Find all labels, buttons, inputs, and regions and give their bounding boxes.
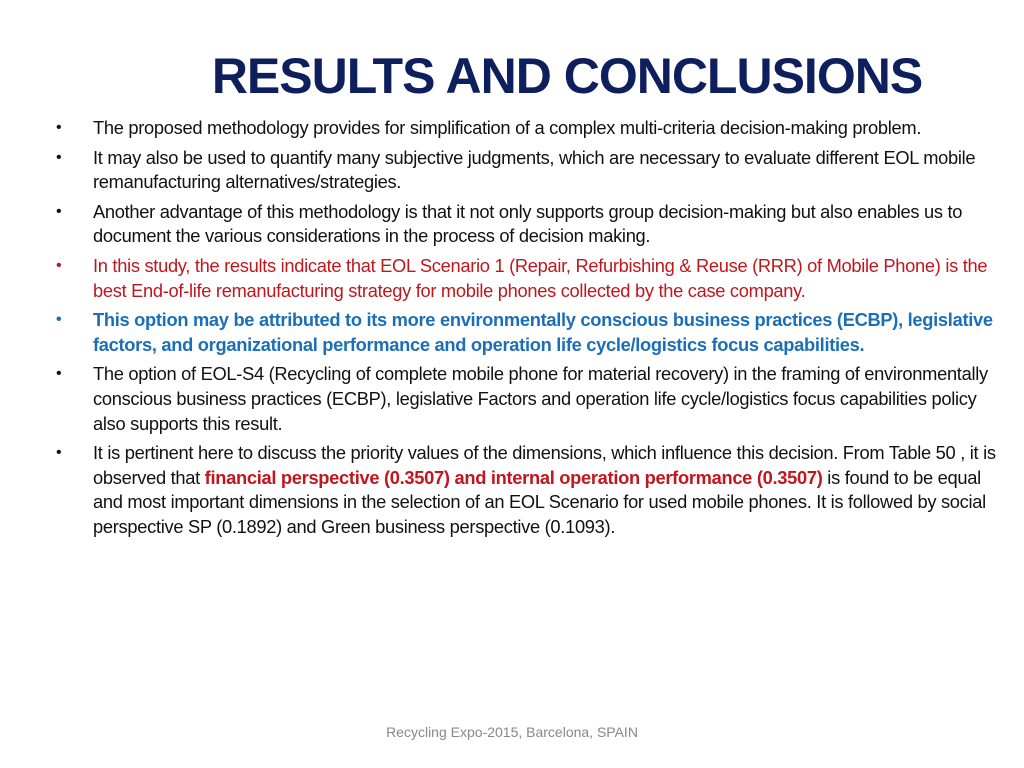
slide-title: RESULTS AND CONCLUSIONS bbox=[211, 48, 923, 104]
bullet-marker-icon: • bbox=[56, 202, 62, 220]
bullet-marker-icon: • bbox=[56, 365, 62, 383]
bullet-item bbox=[56, 362, 996, 436]
slide-footer: Recycling Expo-2015, Barcelona, SPAIN bbox=[386, 724, 638, 740]
bullet-item-key-result bbox=[56, 254, 996, 303]
bullet-text-after: is found to be equal and most important dimensions in the selection of an EOL Scenario for used mobile phones. It is followed by social perspective SP (0.1892) and Green business perspective (0.1093). bbox=[93, 466, 986, 537]
bullet-text: In this study, the results indicate that EOL Scenario 1 (Repair, Refurbishing & Reuse (RRR) of Mobile Phone) is the best End-of-life remanufacturing strategy for mobile phones collected by the case company. bbox=[93, 254, 988, 301]
bullet-list bbox=[56, 116, 996, 545]
bullet-marker-icon: • bbox=[56, 256, 62, 274]
bullet-item bbox=[56, 441, 996, 539]
bullet-text: The proposed methodology provides for simplification of a complex multi-criteria decision-making problem. bbox=[93, 117, 922, 138]
bullet-item bbox=[56, 146, 996, 195]
bullet-marker-icon: • bbox=[56, 148, 62, 166]
bullet-text-before: It is pertinent here to discuss the priority values of the dimensions, which influence this decision. From Table 50 , it is observed that bbox=[93, 442, 996, 488]
bullet-text-highlight: financial perspective (0.3507) and internal operation performance (0.3507) bbox=[204, 466, 823, 488]
bullet-text: It may also be used to quantify many subjective judgments, which are necessary to evaluate different EOL mobile remanufacturing alternatives/strategies. bbox=[93, 146, 976, 193]
bullet-marker-icon: • bbox=[56, 311, 62, 329]
bullet-marker-icon: • bbox=[56, 119, 62, 136]
bullet-item bbox=[56, 200, 996, 249]
bullet-item-attribution bbox=[56, 308, 996, 357]
bullet-marker-icon: • bbox=[56, 444, 62, 462]
bullet-text: Another advantage of this methodology is that it not only supports group decision-making but also enables us to document the various considerations in the process of decision making. bbox=[93, 200, 963, 247]
bullet-item bbox=[56, 116, 996, 141]
bullet-text: The option of EOL-S4 (Recycling of complete mobile phone for material recovery) in the framing of environmentally conscious business practices (ECBP), legislative Factors and operation life cycle/logistics focus capabilities policy also supports this result. bbox=[93, 363, 988, 434]
bullet-text: This option may be attributed to its more environmentally conscious business practices (ECBP), legislative factors, and organizational performance and operation life cycle/logistics focus capabilities. bbox=[93, 309, 993, 355]
